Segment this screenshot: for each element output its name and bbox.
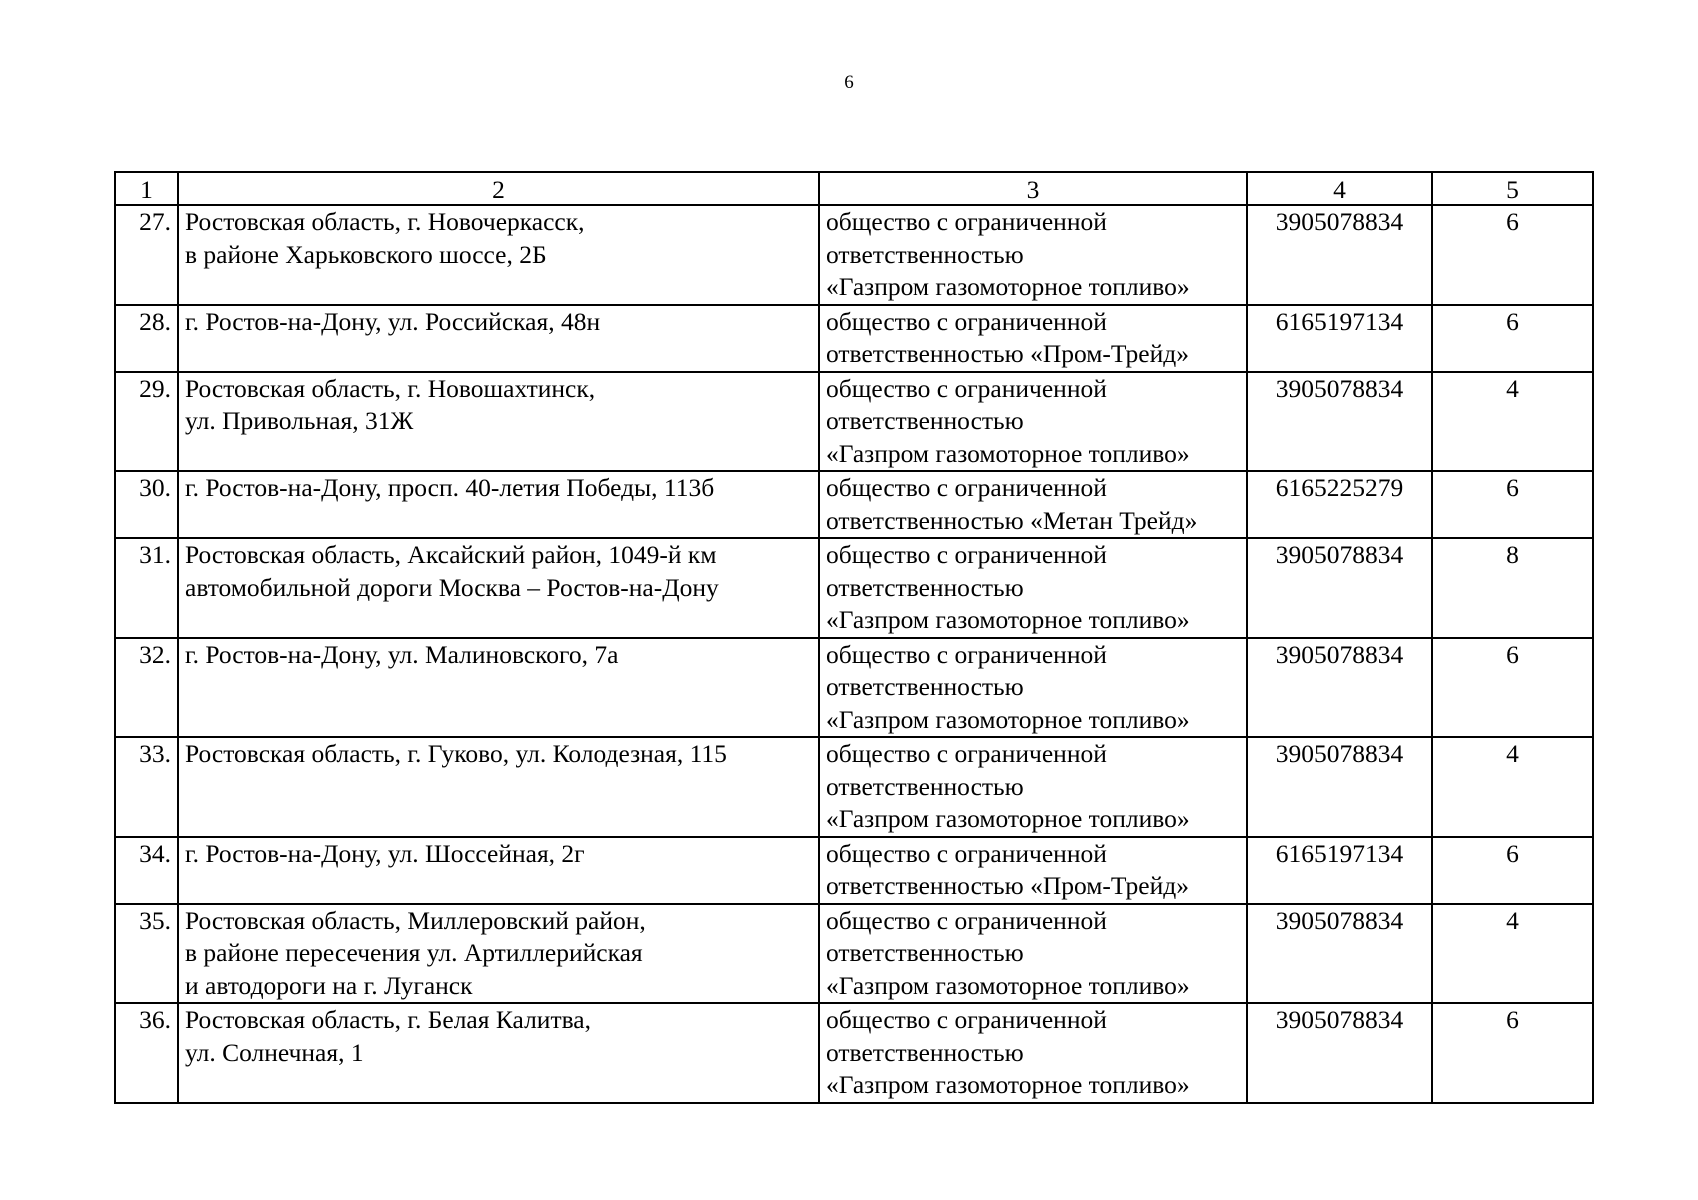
header-cell-4: 4 [1247, 172, 1432, 205]
row-number: 33. [115, 737, 178, 837]
address-cell: Ростовская область, Миллеровский район, в районе пересечения ул. Артиллерийская и автодороги на г. Луганск [178, 904, 819, 1004]
header-cell-1: 1 [115, 172, 178, 205]
inn-cell: 3905078834 [1247, 904, 1432, 1004]
count-cell: 4 [1432, 372, 1593, 472]
count-cell: 4 [1432, 737, 1593, 837]
table-row [115, 737, 1593, 837]
row-number: 29. [115, 372, 178, 472]
registry-table-body [115, 172, 1593, 1103]
inn-cell: 3905078834 [1247, 205, 1432, 305]
organization-cell: общество с ограниченной ответственностью «Газпром газомоторное топливо» [819, 1003, 1247, 1103]
address-cell: Ростовская область, г. Новочеркасск, в районе Харьковского шоссе, 2Б [178, 205, 819, 305]
organization-cell: общество с ограниченной ответственностью «Газпром газомоторное топливо» [819, 372, 1247, 472]
table-row [115, 305, 1593, 372]
inn-cell: 6165225279 [1247, 471, 1432, 538]
inn-cell: 3905078834 [1247, 372, 1432, 472]
table-row [115, 471, 1593, 538]
organization-cell: общество с ограниченной ответственностью «Газпром газомоторное топливо» [819, 638, 1247, 738]
inn-cell: 6165197134 [1247, 305, 1432, 372]
address-cell: г. Ростов-на-Дону, ул. Российская, 48н [178, 305, 819, 372]
table-row [115, 904, 1593, 1004]
count-cell: 6 [1432, 471, 1593, 538]
count-cell: 6 [1432, 1003, 1593, 1103]
address-cell: Ростовская область, г. Новошахтинск, ул. Привольная, 31Ж [178, 372, 819, 472]
organization-cell: общество с ограниченной ответственностью «Газпром газомоторное топливо» [819, 904, 1247, 1004]
count-cell: 6 [1432, 638, 1593, 738]
table-row [115, 1003, 1593, 1103]
row-number: 30. [115, 471, 178, 538]
page-number: 6 [844, 72, 854, 93]
header-cell-3: 3 [819, 172, 1247, 205]
address-cell: Ростовская область, Аксайский район, 1049-й км автомобильной дороги Москва – Ростов-на-Дону [178, 538, 819, 638]
organization-cell: общество с ограниченной ответственностью «Пром-Трейд» [819, 305, 1247, 372]
address-cell: г. Ростов-на-Дону, ул. Малиновского, 7а [178, 638, 819, 738]
inn-cell: 6165197134 [1247, 837, 1432, 904]
row-number: 36. [115, 1003, 178, 1103]
row-number: 31. [115, 538, 178, 638]
organization-cell: общество с ограниченной ответственностью «Газпром газомоторное топливо» [819, 205, 1247, 305]
organization-cell: общество с ограниченной ответственностью «Газпром газомоторное топливо» [819, 538, 1247, 638]
address-cell: г. Ростов-на-Дону, ул. Шоссейная, 2г [178, 837, 819, 904]
inn-cell: 3905078834 [1247, 737, 1432, 837]
address-cell: г. Ростов-на-Дону, просп. 40-летия Победы, 113б [178, 471, 819, 538]
header-cell-5: 5 [1432, 172, 1593, 205]
organization-cell: общество с ограниченной ответственностью «Пром-Трейд» [819, 837, 1247, 904]
header-row [115, 172, 1593, 205]
inn-cell: 3905078834 [1247, 1003, 1432, 1103]
row-number: 32. [115, 638, 178, 738]
table-row [115, 205, 1593, 305]
count-cell: 6 [1432, 305, 1593, 372]
inn-cell: 3905078834 [1247, 638, 1432, 738]
registry-table [114, 171, 1594, 1104]
row-number: 28. [115, 305, 178, 372]
count-cell: 8 [1432, 538, 1593, 638]
count-cell: 4 [1432, 904, 1593, 1004]
table-row [115, 538, 1593, 638]
organization-cell: общество с ограниченной ответственностью «Метан Трейд» [819, 471, 1247, 538]
row-number: 34. [115, 837, 178, 904]
address-cell: Ростовская область, г. Гуково, ул. Колодезная, 115 [178, 737, 819, 837]
row-number: 27. [115, 205, 178, 305]
address-cell: Ростовская область, г. Белая Калитва, ул. Солнечная, 1 [178, 1003, 819, 1103]
organization-cell: общество с ограниченной ответственностью «Газпром газомоторное топливо» [819, 737, 1247, 837]
header-cell-2: 2 [178, 172, 819, 205]
inn-cell: 3905078834 [1247, 538, 1432, 638]
row-number: 35. [115, 904, 178, 1004]
count-cell: 6 [1432, 837, 1593, 904]
table-row [115, 837, 1593, 904]
count-cell: 6 [1432, 205, 1593, 305]
table-row [115, 372, 1593, 472]
table-row [115, 638, 1593, 738]
